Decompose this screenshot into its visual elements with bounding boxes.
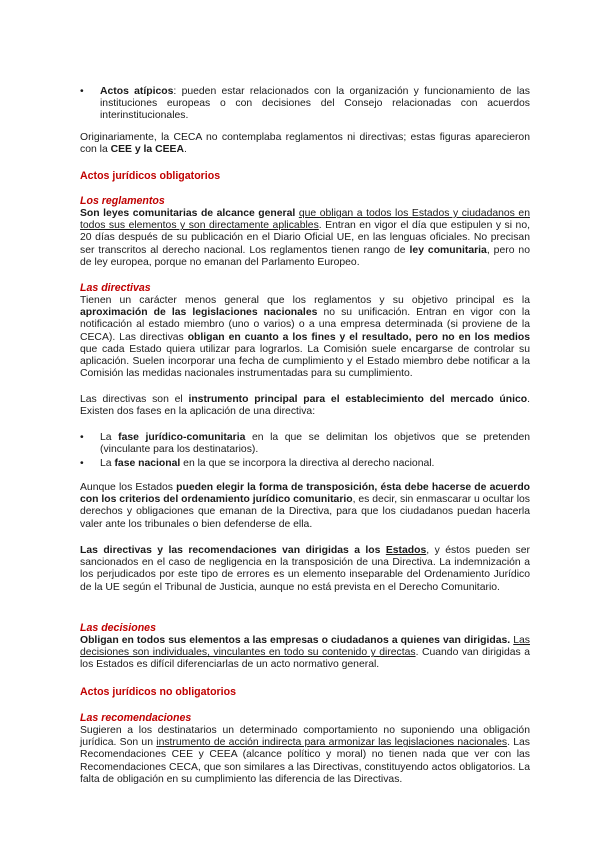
bullet-icon: • <box>80 86 84 97</box>
subsection-heading: Los reglamentos <box>80 195 165 207</box>
subsection-heading: Las directivas <box>80 282 151 294</box>
list-item: • La fase jurídico-comunitaria en la que se delimitan los objetivos que se pretenden (vinculante para los destinatarios). <box>80 432 531 456</box>
item-text: : pueden estar relacionados con la organización y funcionamiento de las instituciones europeas o con decisiones del Consejo relacionadas con acuerdos interinstitucionales. <box>100 86 530 122</box>
list-item: • La fase nacional en la que se incorpora la directiva al derecho nacional. <box>80 458 435 469</box>
section-heading: Actos jurídicos no obligatorios <box>80 686 236 698</box>
paragraph: Aunque los Estados pueden elegir la forma de transposición, ésta debe hacerse de acuerdo con los criterios del ordenamiento jurídico comunitario, es decir, sin enmascarar u ocultar los derechos y obligaciones que emanan de la Directiva, para que los ciudadanos puedan hacerla valer ante los tribunales o bien defenderse de ella. <box>80 482 531 530</box>
paragraph: Las directivas son el instrumento principal para el establecimiento del mercado único. Existen dos fases en la aplicación de una directiva: <box>80 394 530 418</box>
subsection-heading: Las decisiones <box>80 622 156 634</box>
bullet-icon: • <box>80 458 84 469</box>
term-bold: Actos atípicos <box>100 86 174 97</box>
subsection-heading: Las recomendaciones <box>80 712 192 724</box>
section-heading: Actos jurídicos obligatorios <box>80 170 221 182</box>
list-item <box>80 86 530 123</box>
paragraph: Originariamente, la CECA no contemplaba reglamentos ni directivas; estas figuras aparecieron con la CEE y la CEEA. <box>80 132 530 156</box>
paragraph: Sugieren a los destinatarios un determinado comportamiento no suponiendo una obligación jurídica. Son un instrumento de acción indirecta para armonizar las legislaciones nacionales. Las Recomendaciones CEE y CEEA (alcance político y moral) no tienen nada que ver con las Recomendaciones CECA, que son similares a las Directivas, constituyendo actos obligatorios. La falta de obligación en su cumplimiento las diferencia de las Directivas. <box>80 725 530 785</box>
bullet-icon: • <box>80 432 84 443</box>
paragraph: Son leyes comunitarias de alcance general que obligan a todos los Estados y ciudadanos en todos sus elementos y son directamente aplicables. Entran en vigor el día que estipulen y si no, 20 días después de su publicación en el Diario Oficial UE, en las lenguas oficiales. No precisan ser transcritos al derecho nacional. Los reglamentos tienen rango de ley comunitaria, pero no de ley europea, porque no emanan del Parlamento Europeo. <box>80 208 530 268</box>
paragraph: Las directivas y las recomendaciones van dirigidas a los Estados, y éstos pueden ser sancionados en el caso de negligencia en la transposición de una Directiva. La indemnización a los perjudicados por este tipo de errores es un elemento inseparable del Ordenamiento Jurídico de la UE según el Tribunal de Justicia, aunque no está prevista en el Derecho Comunitario. <box>80 545 530 593</box>
paragraph: Tienen un carácter menos general que los reglamentos y su objetivo principal es la aproximación de las legislaciones nacionales no su unificación. Entran en vigor con la notificación al estado miembro (uno o varios) o a una empresa determinada (si proviene de la CECA). Las directivas obligan en cuanto a los fines y el resultado, pero no en los medios que cada Estado quiera utilizar para lograrlos. La Comisión suele encargarse de controlar su aplicación. Suelen incorporar una fecha de cumplimiento y el Estado miembro debe notificar a la Comisión las medidas nacionales instrumentadas para su cumplimiento. <box>80 295 531 380</box>
paragraph: Obligan en todos sus elementos a las empresas o ciudadanos a quienes van dirigidas. Las decisiones son individuales, vinculantes en todo su contenido y directas. Cuando van dirigidas a los Estados es difícil diferenciarlas de un acto normativo general. <box>80 635 530 671</box>
